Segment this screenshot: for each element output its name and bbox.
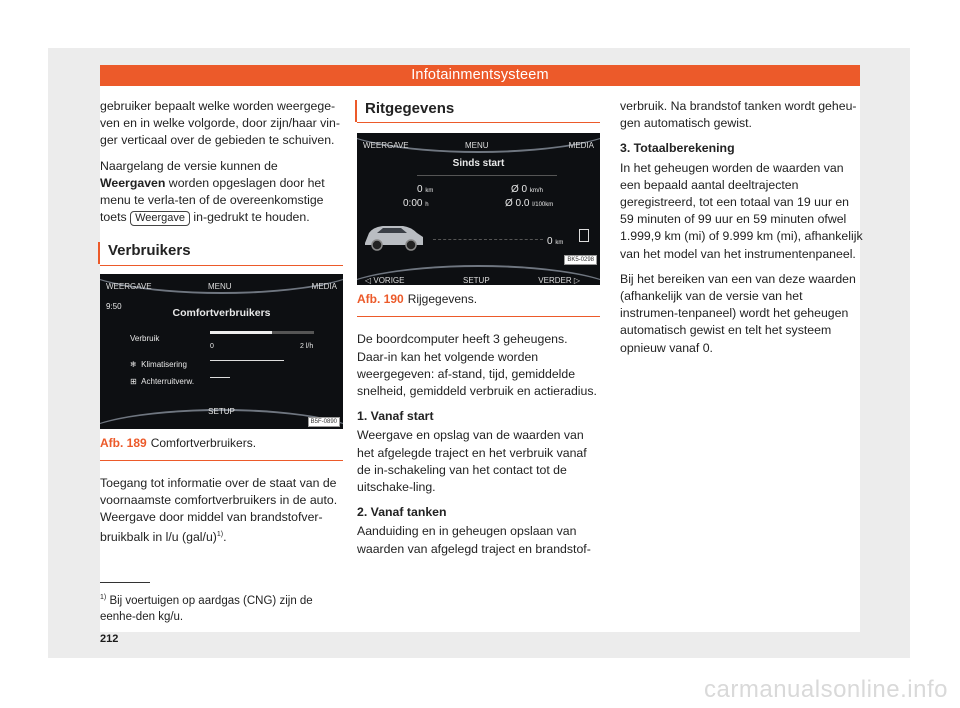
rear-defrost-icon: ⊞ — [130, 376, 137, 386]
text-run: worden opgeslagen door het menu te verla-ten of de overeenkomstige toets — [100, 175, 325, 225]
time-readout: 0:00 h — [403, 198, 429, 210]
column-1 — [100, 98, 343, 555]
text-run: Naargelang de versie kunnen de — [100, 158, 278, 173]
footnote: $^{1)}$ Bij voertuigen op aardgas (CNG) zijn de eenhe-den kg/u. — [100, 594, 313, 623]
footnote-divider — [100, 582, 150, 583]
screen-row-klimatisering: ❄ Klimatisering — [130, 359, 187, 369]
paragraph: In het geheugen worden de waarden van een bepaald aantal deeltrajecten geregistreerd, tot een totaal van 19 uur en 59 minuten of 99 uur en 59 minuten ofwel 1.999,9 km (mi) of 9.999 km (mi), afhankelijk van het model van het instrumentenpaneel. — [620, 160, 863, 261]
screen-tab-media: MEDIA — [311, 281, 337, 291]
range-track — [433, 239, 543, 240]
figure-189-screen — [100, 274, 343, 429]
screen-row-achterruit: ⊞ Achterruitverw. — [130, 376, 195, 386]
scale-min: 0 — [210, 342, 214, 350]
paragraph: gebruiker bepaalt welke worden weergege-ven en in welke volgorde, door zijn/haar vin-ger verticaal over de gebieden te schuiven. — [100, 99, 340, 148]
screen-tab-weergave: WEERGAVE — [363, 141, 409, 151]
text-run: in-gedrukt te houden. — [190, 210, 310, 225]
screen-setup: SETUP — [208, 407, 235, 417]
avg-speed-readout: Ø 0 km/h — [511, 184, 543, 196]
section-title-verbruikers: Verbruikers — [100, 242, 343, 259]
screen-prev: ◁ VORIGE — [365, 276, 405, 286]
screen-tab-weergave: WEERGAVE — [106, 281, 152, 291]
key-label: Weergave — [130, 211, 190, 226]
figure-189-caption: Afb. 189 Comfortverbruikers. — [100, 435, 343, 461]
bold-term: Weergaven — [100, 175, 166, 190]
section-title-ritgegevens: Ritgegevens — [357, 100, 600, 117]
screen-title: Sinds start — [452, 158, 505, 170]
watermark: carmanualsonline.info — [704, 676, 948, 703]
paragraph — [100, 158, 343, 227]
page-number: 212 — [100, 633, 119, 645]
title-underline — [417, 175, 557, 176]
screen-row-verbruik: Verbruik — [130, 333, 160, 343]
fuel-pump-icon — [579, 229, 589, 242]
page-header: Infotainmentsysteem — [100, 65, 860, 86]
paragraph: verbruik. Na brandstof tanken wordt geheu-gen automatisch gewist. — [620, 99, 857, 131]
klimatisering-bar — [210, 360, 284, 361]
subheading: 3. Totaalberekening — [620, 141, 735, 156]
paragraph: Weergave en opslag van de waarden van het afgelegde traject en het verbruik vanaf de in-schakeling van het contact tot de uitschake-ling. — [357, 428, 587, 495]
paragraph: De boordcomputer heeft 3 geheugens. Daar-in kan het volgende worden weergegeven: af-stand, tijd, gemiddelde snelheid, gemiddeld verbruik en actieradius. — [357, 332, 597, 399]
subheading: 1. Vanaf start — [357, 409, 434, 424]
distance-readout: 0 km — [417, 184, 434, 196]
figure-code: BK5-0298 — [564, 255, 597, 265]
paragraph: Bij het bereiken van een van deze waarden (afhankelijk van de versie van het instrumen-tenpaneel) wordt het geheugen automatisch gewist en telt het systeem opnieuw vanaf 0. — [620, 271, 856, 355]
range-readout: 0 km — [547, 236, 564, 248]
screen-setup: SETUP — [463, 276, 490, 286]
consumption-bar-fill — [210, 331, 272, 334]
column-3 — [620, 98, 863, 365]
screen-clock: 9:50 — [106, 301, 122, 311]
achterruit-bar — [210, 377, 230, 378]
subheading: 2. Vanaf tanken — [357, 505, 447, 520]
consumption-bar-track — [210, 331, 314, 334]
screen-tab-media: MEDIA — [568, 141, 594, 151]
figure-code: B5F-0890 — [308, 417, 340, 427]
column-2 — [357, 98, 600, 566]
screen-next: VERDER ▷ — [538, 276, 580, 286]
figure-190-caption: Afb. 190 Rijgegevens. — [357, 291, 600, 317]
snowflake-icon: ❄ — [130, 359, 137, 369]
avg-consumption-readout: Ø 0.0 l/100km — [505, 198, 554, 210]
screen-title: Comfortverbruikers — [172, 306, 271, 319]
paragraph: Aanduiding en in geheugen opslaan van waarden van afgelegd traject en brandstof- — [357, 524, 591, 556]
car-icon — [361, 219, 427, 255]
screen-tab-menu: MENU — [208, 281, 232, 291]
figure-190-screen — [357, 133, 600, 285]
scale-max: 2 l/h — [300, 342, 314, 350]
paragraph: Toegang tot informatie over de staat van de voornaamste comfortverbruikers in de auto. Weergave door middel van brandstofver-bruikbalk in l/u $(gal/u)^{1)}$. — [100, 475, 338, 545]
screen-tab-menu: MENU — [465, 141, 489, 151]
